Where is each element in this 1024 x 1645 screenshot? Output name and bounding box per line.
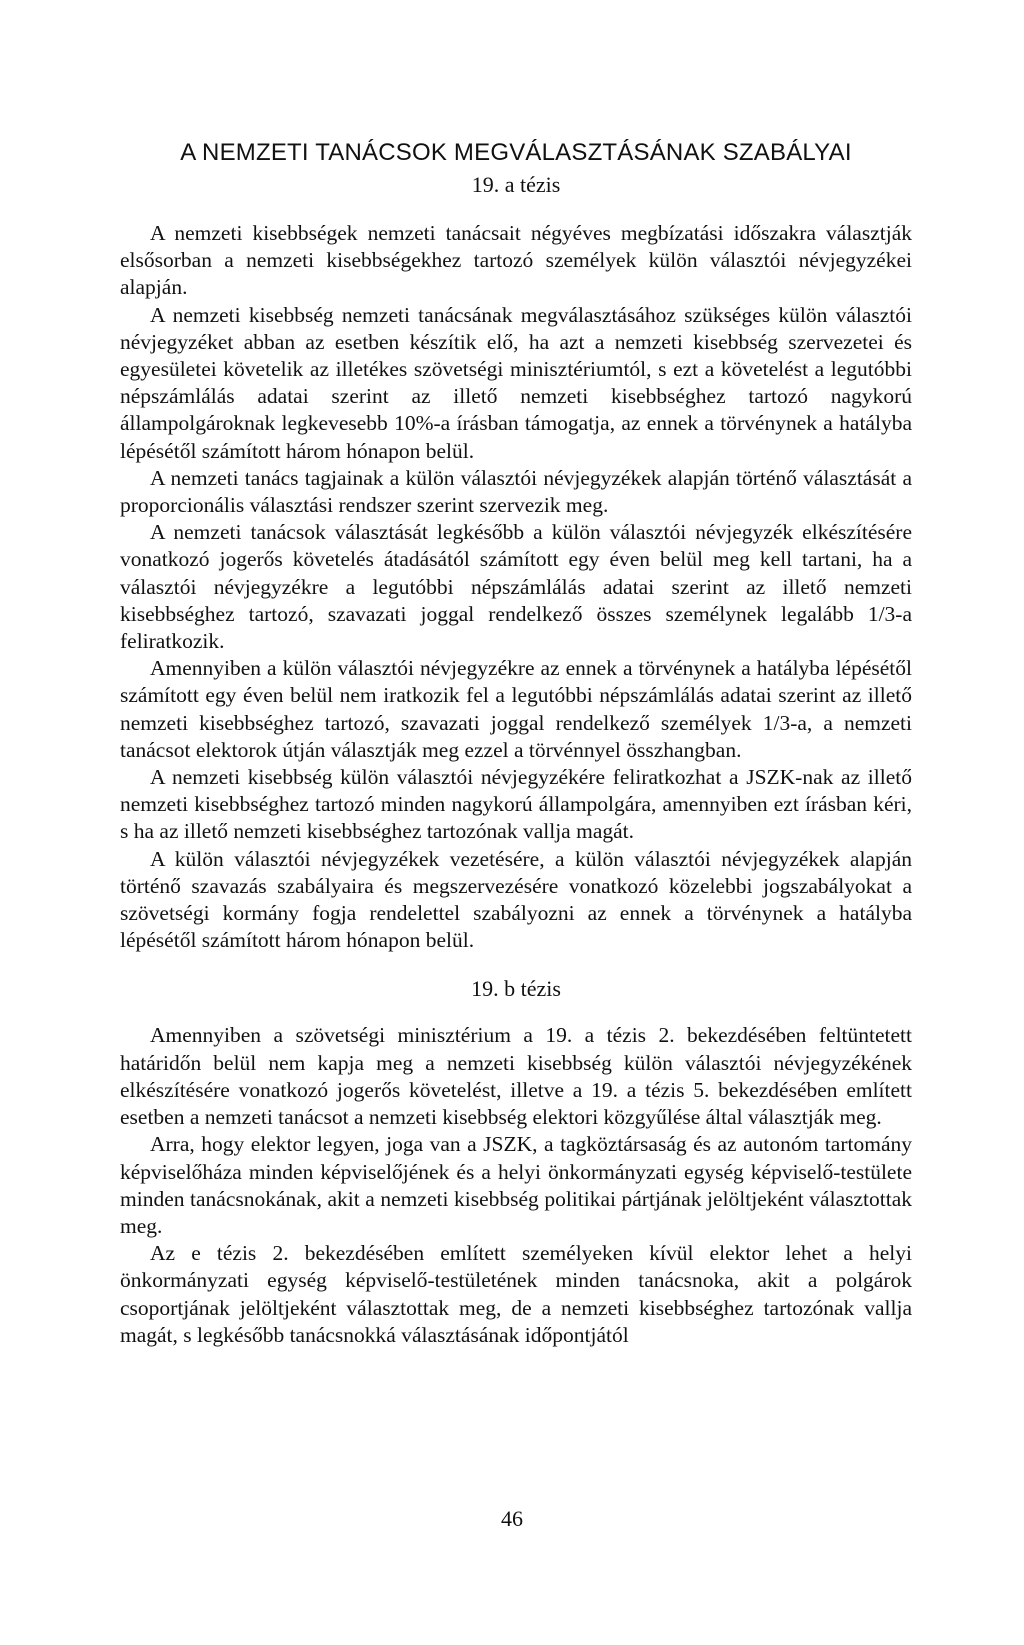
paragraph: A nemzeti kisebbségek nemzeti tanácsait négyéves megbízatási időszakra választják elsősorban a nemzeti kisebbségekhez tartozó személyek külön választói névjegyzékei alapján.: [120, 221, 912, 300]
paragraph: A külön választói névjegyzékek vezetésére, a külön választói névjegyzékek alapján történő szavazás szabályaira és megszervezésére vonatkozó közelebbi jogszabályokat a szövetségi kormány fogja rendelettel szabályozni az ennek a törvénynek a hatályba lépésétől számított három hónapon belül.: [120, 846, 912, 953]
paragraph: Amennyiben a szövetségi minisztérium a 19. a tézis 2. bekezdésében feltüntetett határidőn belül nem kapja meg a nemzeti kisebbség külön választói névjegyzékének elkészítésére vonatkozó jogerős követelést, illetve a 19. a tézis 5. bekezdésében említett esetben a nemzeti tanácsot a nemzeti kisebbség elektori közgyűlése által választják meg.: [120, 1023, 912, 1130]
paragraph: A nemzeti kisebbség külön választói névjegyzékére feliratkozhat a JSZK-nak az illető nemzeti kisebbséghez tartozó minden nagykorú állampolgára, amennyiben ezt írásban kéri, s ha az illető nemzeti kisebbséghez tartozónak vallja magát.: [120, 765, 912, 844]
section-19a: [120, 170, 912, 954]
section-title: 19. a tézis: [471, 172, 561, 197]
section-body: [120, 220, 912, 954]
paragraph: A nemzeti tanács tagjainak a külön választói névjegyzékek alapján történő választását a proporcionális választási rendszer szerint szervezik meg.: [120, 465, 912, 518]
page-number: 46: [501, 1506, 523, 1531]
paragraph: A nemzeti kisebbség nemzeti tanácsának megválasztásához szükséges külön választói névjegyzéket abban az esetben készítik elő, ha azt a nemzeti kisebbség szervezetei és egyesületei követelik az illetékes szövetségi minisztériumtól, s ezt a követelést a legutóbbi népszámlálás adatai szerint az illető nemzeti kisebbséghez tartozó nagykorú állampolgároknak legkevesebb 10%-a írásban támogatja, az ennek a törvénynek a hatályba lépésétől számított három hónapon belül.: [120, 302, 912, 463]
section-title: 19. b tézis: [471, 976, 561, 1002]
section-body: [120, 1022, 912, 1348]
document-heading: A NEMZETI TANÁCSOK MEGVÁLASZTÁSÁNAK SZABÁLYAI: [180, 139, 852, 166]
document-page: [120, 138, 912, 1349]
paragraph: Arra, hogy elektor legyen, joga van a JSZK, a tagköztársaság és az autonóm tartomány képviselőháza minden képviselőjének és a helyi önkormányzati egység képviselő-testülete minden tanácsnokának, akit a nemzeti kisebbség politikai pártjának jelöltjeként választottak meg.: [120, 1132, 912, 1238]
paragraph: Amennyiben a külön választói névjegyzékre az ennek a törvénynek a hatályba lépésétől számított egy éven belül nem iratkozik fel a legutóbbi népszámlálás adatai szerint az illető nemzeti kisebbséghez tartozó, szavazati joggal rendelkező személyek 1/3-a, a nemzeti tanácsot elektorok útján választják meg ezzel a törvénnyel összhangban.: [120, 656, 912, 762]
section-19b: [120, 974, 912, 1348]
paragraph: Az e tézis 2. bekezdésében említett személyeken kívül elektor lehet a helyi önkormányzati egység képviselő-testületének minden tanácsnoka, akit a polgárok csoportjának jelöltjeként választottak meg, de a nemzeti kisebbséghez tartozónak vallja magát, s legkésőbb tanácsnokká választásának időpontjától: [120, 1241, 912, 1347]
paragraph: A nemzeti tanácsok választását legkésőbb a külön választói névjegyzék elkészítésére vonatkozó jogerős követelés átadásától számított egy éven belül meg kell tartani, ha a választói névjegyzékre a legutóbbi népszámlálás adatai szerint az illető nemzeti kisebbséghez tartozó, szavazati joggal rendelkező összes személynek legalább 1/3-a feliratkozik.: [120, 520, 912, 654]
